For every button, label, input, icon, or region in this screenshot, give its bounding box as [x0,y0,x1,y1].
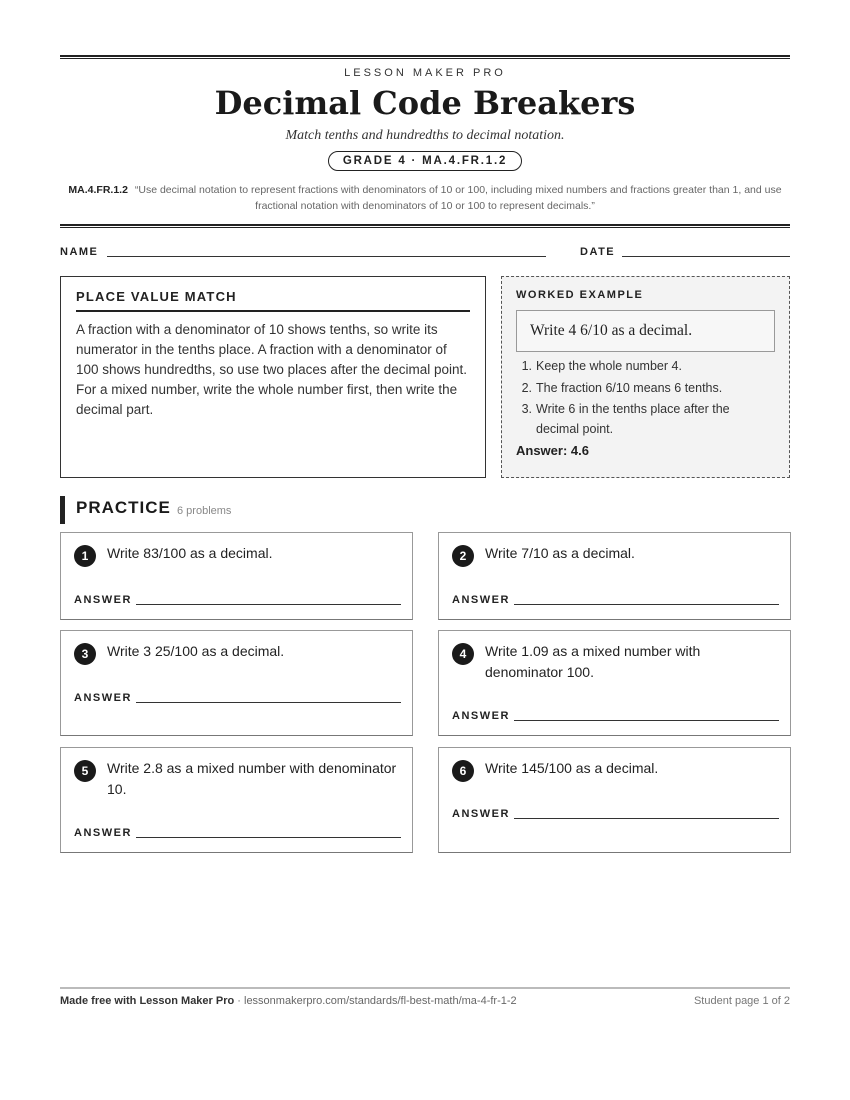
problem-question: Write 83/100 as a decimal. [107,545,273,561]
header-bottom-rule [60,224,790,228]
problem-card-5 [60,747,413,853]
footer-url[interactable]: · lessonmakerpro.com/standards/fl-best-math/ma-4-fr-1-2 [234,995,517,1007]
date-label: DATE [580,246,616,258]
brand-name: LESSON MAKER PRO [344,67,506,79]
problem-card-1 [60,532,413,620]
practice-accent-bar [60,496,65,524]
answer-field[interactable] [514,720,779,721]
problem-card-2 [438,532,791,620]
worked-example-box [501,276,790,478]
problem-number-badge: 2 [452,545,474,567]
answer-label: ANSWER [74,594,132,606]
worked-example-prompt: Write 4 6/10 as a decimal. [516,310,775,352]
answer-field[interactable] [136,604,401,605]
date-field[interactable] [622,256,790,257]
problem-number-badge: 5 [74,760,96,782]
worksheet-page [60,0,790,1100]
problem-question: Write 7/10 as a decimal. [485,545,635,561]
answer-field[interactable] [136,702,401,703]
worksheet-subtitle: Match tenths and hundredths to decimal notation. [285,128,565,143]
problem-number-badge: 4 [452,643,474,665]
footer-made-with: Made free with Lesson Maker Pro [60,995,235,1007]
problem-question: Write 1.09 as a mixed number with denominator 100. [485,643,701,680]
problem-number-badge: 6 [452,760,474,782]
worked-example-heading: WORKED EXAMPLE [516,289,644,301]
answer-label: ANSWER [452,710,510,722]
problem-question: Write 3 25/100 as a decimal. [107,643,285,659]
standard-code: MA.4.FR.1.2 [68,184,128,196]
practice-title: PRACTICE [76,498,171,517]
standard-text: “Use decimal notation to represent fractions with denominators of 10 or 100, including mixed numbers and fractions greater than 1, and use fractional notation with denominators of 10 or 100 to represent decimals.” [134,184,782,212]
footer-credit [60,995,517,1007]
problem-number-badge: 3 [74,643,96,665]
place-value-match-box [60,276,486,478]
place-value-text: A fraction with a denominator of 10 shows tenths, so write its numerator in the tenths place. A fraction with a denominator of 100 shows hundredths, so use two places after the decimal point. For a mixed number, write the whole number first, then write the decimal part. [76,322,467,417]
practice-count: 6 problems [177,505,232,517]
worked-example-steps [516,357,775,439]
name-label: NAME [60,246,99,258]
problem-question: Write 2.8 as a mixed number with denominator 10. [107,760,397,797]
answer-label: ANSWER [74,827,132,839]
footer-rule [60,987,790,989]
answer-field[interactable] [514,604,779,605]
worked-example-step: 3. Write 6 in the tenths place after the decimal point. [521,402,730,436]
place-value-heading: PLACE VALUE MATCH [76,289,470,312]
footer-page-number: Student page 1 of 2 [693,995,790,1007]
problem-card-6 [438,747,791,853]
worksheet-title: Decimal Code Breakers [214,84,636,122]
answer-field[interactable] [514,818,779,819]
worked-example-step: 2. The fraction 6/10 means 6 tenths. [521,380,723,395]
problem-card-4 [438,630,791,736]
standard-description [60,182,790,214]
problem-card-3 [60,630,413,736]
worked-example-answer: Answer: 4.6 [516,443,589,458]
problem-number-badge: 1 [74,545,96,567]
worked-example-step: 1. Keep the whole number 4. [521,359,682,373]
answer-label: ANSWER [74,692,132,704]
header-top-rule [60,55,790,59]
answer-label: ANSWER [452,594,510,606]
name-field[interactable] [107,256,546,257]
answer-field[interactable] [136,837,401,838]
problem-question: Write 145/100 as a decimal. [485,760,659,776]
grade-standard-pill: GRADE 4 · MA.4.FR.1.2 [328,151,522,171]
answer-label: ANSWER [452,808,510,820]
